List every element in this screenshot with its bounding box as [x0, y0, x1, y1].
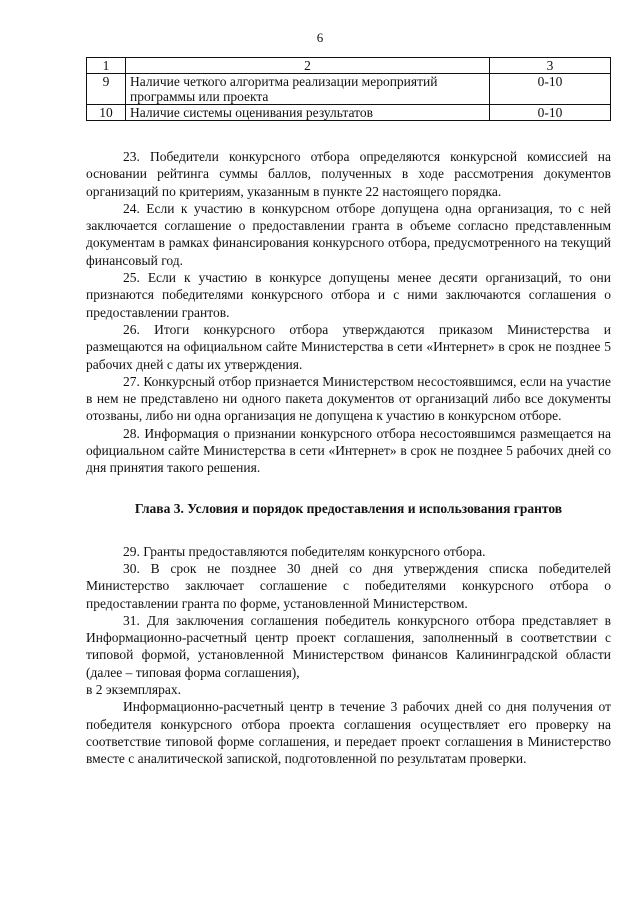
table-header-cell: 3 — [490, 58, 611, 74]
table-cell-text: Наличие четкого алгоритма реализации мероприятий программы или проекта — [126, 74, 490, 105]
paragraph-30: 30. В срок не позднее 30 дней со дня утверждения списка победителей Министерство заключает соглашение с победителями конкурсного отбора о предоставлении гранта по форме, установленной Министерством. — [86, 560, 611, 611]
table-header-cell: 1 — [87, 58, 126, 74]
document-body — [86, 148, 611, 768]
paragraph-24: 24. Если к участию в конкурсном отборе допущена одна организация, то с ней заключается соглашение о предоставлении гранта в объеме согласно представленным документам в рамках финансирования конкурсного отбора, предусмотренного на текущий финансовый год. — [86, 200, 611, 268]
table-cell-score: 0-10 — [490, 74, 611, 105]
table-header-row — [87, 58, 611, 74]
criteria-table — [86, 57, 611, 121]
paragraph-27: 27. Конкурсный отбор признается Министерством несостоявшимся, если на участие в нем не представлено ни одного пакета документов от организаций либо все документы отозваны, либо ни одна организация не допущена к участию в конкурсном отборе. — [86, 373, 611, 424]
table-cell-num: 9 — [87, 74, 126, 105]
table-cell-num: 10 — [87, 105, 126, 121]
paragraph-23: 23. Победители конкурсного отбора определяются конкурсной комиссией на основании рейтинга суммы баллов, полученных в ходе рассмотрения документов организаций по критериям, указанным в пункте 22 настоящего порядка. — [86, 149, 611, 199]
paragraph-31-tail: в 2 экземплярах. — [86, 682, 181, 698]
page-number: 6 — [316, 30, 324, 45]
table-row — [87, 105, 611, 121]
chapter-heading: Глава 3. Условия и порядок предоставления и использования грантов — [134, 500, 563, 516]
paragraph-26: 26. Итоги конкурсного отбора утверждаются приказом Министерства и размещаются на официальном сайте Министерства в сети «Интернет» в срок не позднее 5 рабочих дней с даты их утверждения. — [86, 321, 611, 372]
table-cell-score: 0-10 — [490, 105, 611, 121]
table-cell-text: Наличие системы оценивания результатов — [126, 105, 490, 121]
paragraph-32: Информационно-расчетный центр в течение 3 рабочих дней со дня получения от победителя конкурсного отбора проекта соглашения осуществляет его проверку на соответствие типовой форме соглашения, и передает проект соглашения в Министерство вместе с аналитической запиской, подготовленной по результатам проверки. — [86, 699, 611, 767]
table-row — [87, 74, 611, 105]
paragraph-29: 29. Гранты предоставляются победителям конкурсного отбора. — [123, 543, 486, 559]
table-header-cell: 2 — [126, 58, 490, 74]
paragraph-25: 25. Если к участию в конкурсе допущены менее десяти организаций, то они признаются победителями конкурсного отбора и с ними заключаются соглашения о предоставлении грантов. — [86, 270, 611, 320]
paragraph-28: 28. Информация о признании конкурсного отбора несостоявшимся размещается на официальном сайте Министерства в сети «Интернет» в срок не позднее 5 рабочих дней со дня принятия такого решения. — [86, 425, 611, 476]
paragraph-31: 31. Для заключения соглашения победитель конкурсного отбора представляет в Информационно-расчетный центр проект соглашения, заполненный в соответствии с типовой формой, установленной Министерством финансов Калининградской области (далее – типовая форма соглашения), — [86, 612, 611, 680]
